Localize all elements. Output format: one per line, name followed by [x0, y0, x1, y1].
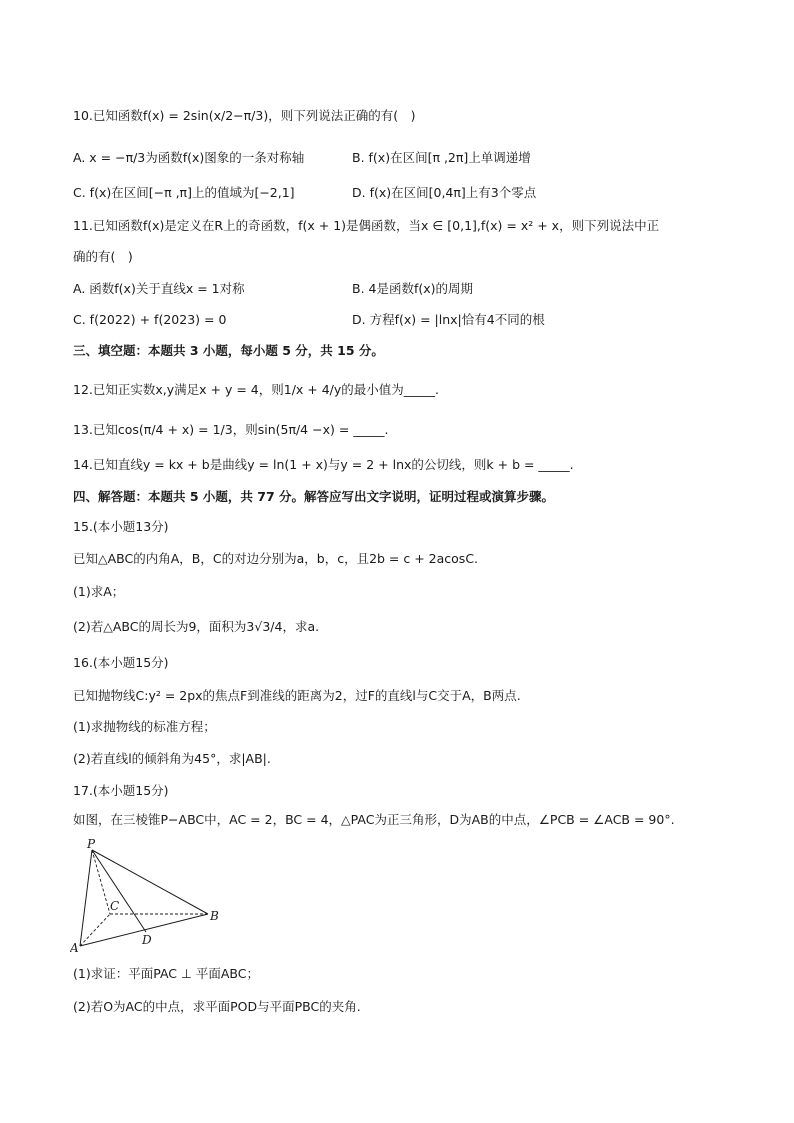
q10-stem: 10.已知函数f(x) = 2sin(x/2−π/3)，则下列说法正确的有( ): [73, 108, 416, 123]
label-d: D: [142, 933, 152, 947]
q11-stem-line1: 11.已知函数f(x)是定义在R上的奇函数，f(x + 1)是偶函数，当x ∈ [0,1],f(x) = x² + x，则下列说法中正: [73, 218, 660, 233]
q16-stem: 已知抛物线C:y² = 2px的焦点F到准线的距离为2，过F的直线l与C交于A，B两点.: [73, 688, 521, 703]
label-c: C: [110, 899, 120, 913]
pyramid-figure: [70, 838, 230, 958]
section-answer-header: 四、解答题：本题共 5 小题，共 77 分。解答应写出文字说明，证明过程或演算步骤。: [73, 489, 555, 504]
q15-part1: (1)求A；: [73, 584, 125, 599]
q15-stem: 已知△ABC的内角A，B，C的对边分别为a，b，c，且2b = c + 2acosC.: [73, 551, 479, 566]
q17-header: 17.(本小题15分): [73, 783, 169, 798]
q11-option-d: D. 方程f(x) = |lnx|恰有4不同的根: [352, 312, 545, 327]
edge-pd: [92, 850, 146, 932]
q16-part1: (1)求抛物线的标准方程；: [73, 719, 216, 734]
q15-part2: (2)若△ABC的周长为9，面积为3√3/4，求a.: [73, 619, 320, 634]
q11-option-c: C. f(2022) + f(2023) = 0: [73, 312, 227, 327]
q16-header: 16.(本小题15分): [73, 655, 169, 670]
q11-option-b: B. 4是函数f(x)的周期: [352, 281, 474, 296]
q12-text: 12.已知正实数x,y满足x + y = 4，则1/x + 4/y的最小值为_____.: [73, 382, 440, 397]
q17-stem: 如图，在三棱锥P−ABC中，AC = 2，BC = 4，△PAC为正三角形，D为AB的中点，∠PCB = ∠ACB = 90°.: [73, 812, 675, 827]
section-fill-in-header: 三、填空题：本题共 3 小题，每小题 5 分，共 15 分。: [73, 343, 384, 358]
q16-part2: (2)若直线l的倾斜角为45°，求|AB|.: [73, 751, 271, 766]
edge-pa: [80, 850, 92, 946]
q15-header: 15.(本小题13分): [73, 519, 169, 534]
q13-text: 13.已知cos(π/4 + x) = 1/3，则sin(5π/4 −x) = _____.: [73, 422, 389, 437]
q11-option-a: A. 函数f(x)关于直线x = 1对称: [73, 281, 245, 296]
q10-option-b: B. f(x)在区间[π ,2π]上单调递增: [352, 150, 531, 165]
q17-part2: (2)若O为AC的中点，求平面POD与平面PBC的夹角.: [73, 999, 361, 1014]
q10-option-c: C. f(x)在区间[−π ,π]上的值域为[−2,1]: [73, 185, 295, 200]
q11-stem-line2: 确的有( ): [73, 249, 133, 264]
label-a: A: [70, 941, 79, 955]
q17-part1: (1)求证：平面PAC ⊥ 平面ABC；: [73, 966, 259, 981]
edge-pc-hidden: [92, 850, 110, 914]
label-b: B: [210, 909, 219, 923]
q10-option-a: A. x = −π/3为函数f(x)图象的一条对称轴: [73, 150, 305, 165]
edge-ac-hidden: [80, 914, 110, 946]
q10-option-d: D. f(x)在区间[0,4π]上有3个零点: [352, 185, 537, 200]
label-p: P: [87, 838, 96, 851]
q14-text: 14.已知直线y = kx + b是曲线y = ln(1 + x)与y = 2 + lnx的公切线，则k + b = _____.: [73, 457, 574, 472]
